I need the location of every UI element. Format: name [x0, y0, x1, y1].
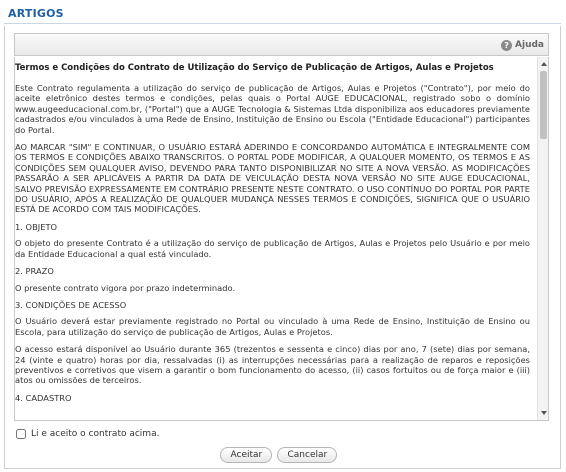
section-heading: 4. CADASTRO: [15, 392, 72, 403]
page-title: ARTIGOS: [8, 7, 64, 20]
contract-paragraph: AO MARCAR "SIM" E CONTINUAR, O USUÁRIO ESTARÁ ADERINDO E CONCORDANDO AUTOMÁTICA E INTEGRALMENTE COM OS TERMOS E CONDIÇÕES ABAIXO TRANSCRITOS. O PORTAL PODE MODIFICAR, A QUALQUER MOMENTO, OS TERMOS E AS CONDIÇÕES SEM QUALQUER AVISO, DEVENDO PARA TANTO DISPONIBILIZAR NO SITE A NOVA VERSÃO. AS MODIFICAÇÕES PASSARÃO A SER APLICÁVEIS A PARTIR DA DATA DE VEICULAÇÃO DESTA NOVA VERSÃO NO SITE AUGE EDUCACIONAL, SALVO PREVISÃO EXPRESSAMENTE EM CONTRÁRIO PRESENTE NESTE CONTRATO. O USO CONTÍNUO DO PORTAL POR PARTE DO USUÁRIO, APÓS A REALIZAÇÃO DE QUALQUER MUDANÇA NESSES TERMOS E CONDIÇÕES, SIGNIFICA QUE O USUÁRIO ESTÁ DE ACORDO COM TAIS MODIFICAÇÕES.: [15, 142, 530, 215]
help-icon: ?: [501, 40, 512, 51]
section-heading: 2. PRAZO: [15, 266, 54, 277]
contract-text: [15, 57, 536, 420]
help-label: Ajuda: [515, 40, 544, 50]
scroll-up-arrow[interactable]: [538, 59, 549, 69]
contract-paragraph: O presente contrato vigora por prazo indeterminado.: [15, 282, 236, 293]
contract-paragraph: O acesso estará disponível ao Usuário durante 365 (trezentos e sessenta e cinco) dias por ano, 7 (sete) dias por semana, 24 (vinte e quatro) horas por dia, ressalvadas (i) as interrupções necessárias para a realização de reparos e reposições preventivos e corretivos que visem a garantir o bom funcionamento do acesso, (ii) casos fortuitos ou de força maior e (iii) atos ou omissões de terceiros.: [15, 344, 530, 386]
help-button[interactable]: [501, 37, 544, 53]
contract-title: Termos e Condições do Contrato de Utilização do Serviço de Publicação de Artigos, Aulas e Projetos: [15, 63, 494, 73]
scroll-down-arrow[interactable]: [538, 408, 549, 418]
contract-paragraph: Este Contrato regulamenta a utilização do serviço de publicação de Artigos, Aulas e Projetos ("Contrato"), por meio do aceite eletrônico destes termos e condições, pelas quais o Portal AUGE EDUCACIONAL, registrado sobo o domínio www.augeeducacional.com.br, ("Portal") que a AUGE Tecnologia & Sistemas Ltda disponibiliza aos educadores previamente cadastrados e/ou vinculados à uma Rede de Ensino, Instituição de Ensino ou Escola ("Entidade Educacional") participantes do Portal.: [15, 83, 530, 135]
scroll-thumb[interactable]: [540, 71, 547, 139]
section-heading: 1. OBJETO: [15, 221, 58, 232]
contract-paragraph: O objeto do presente Contrato é a utilização do serviço de publicação de Artigos, Aulas e Projetos pelo Usuário e por meio da Entidade Educacional a qual está vinculado.: [15, 238, 530, 259]
agree-label[interactable]: Li e aceito o contrato acima.: [31, 429, 160, 439]
contract-paragraph: O Usuário deverá estar previamente registrado no Portal ou vinculado à uma Rede de Ensino, Instituição de Ensino ou Escola, para utilização do serviço de publicação de Artigos, Aulas e Projetos.: [15, 316, 530, 337]
contract-scrollbar[interactable]: [537, 57, 548, 420]
editor-toolbar: [14, 33, 549, 56]
title-divider: [4, 23, 561, 24]
agree-checkbox[interactable]: [16, 429, 26, 439]
agree-row: [16, 429, 159, 439]
action-buttons: [0, 447, 566, 463]
cancel-button[interactable]: Cancelar: [277, 447, 337, 463]
contract-viewer[interactable]: [14, 57, 549, 421]
section-heading: 3. CONDIÇÕES DE ACESSO: [15, 299, 127, 310]
accept-button[interactable]: Aceitar: [220, 447, 272, 463]
